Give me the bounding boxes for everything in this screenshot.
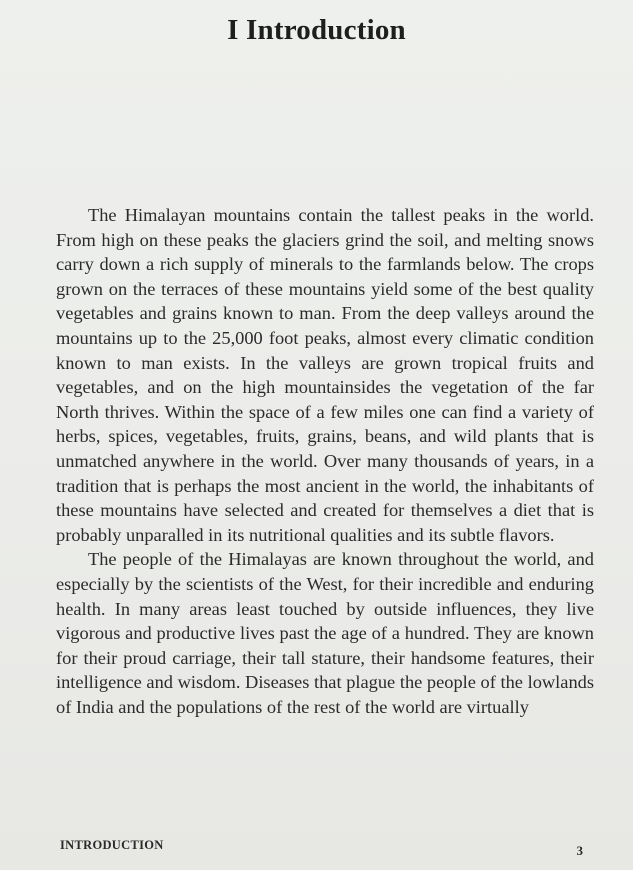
running-head: INTRODUCTION xyxy=(60,838,164,852)
body-text xyxy=(56,203,594,719)
page-number: 3 xyxy=(576,843,583,858)
paragraph-2: The people of the Himalayas are known throughout the world, and especially by the scientists of the West, for their incredible and enduring health. In many areas least touched by outside influences, they live vigorous and productive lives past the age of a hundred. They are known for their proud carriage, their tall stature, their handsome features, their intelligence and wisdom. Diseases that plague the people of the lowlands of India and the populations of the rest of the world are virtually xyxy=(56,549,594,717)
chapter-title: I Introduction xyxy=(227,14,406,46)
paragraph-1: The Himalayan mountains contain the tallest peaks in the world. From high on these peaks the glaciers grind the soil, and melting snows carry down a rich supply of minerals to the farmlands below. The crops grown on the terraces of these mountains yield some of the best quality vegetables and grains known to man. From the deep valleys around the mountains up to the 25,000 foot peaks, almost every climatic condition known to man exists. In the valleys are grown tropical fruits and vegetables, and on the high mountainsides the vegetation of the far North thrives. Within the space of a few miles one can find a variety of herbs, spices, vegetables, fruits, grains, beans, and wild plants that is unmatched anywhere in the world. Over many thousands of years, in a tradition that is perhaps the most ancient in the world, the inhabitants of these mountains have selected and created for themselves a diet that is probably unparalled in its nutritional qualities and its subtle flavors. xyxy=(56,205,594,545)
